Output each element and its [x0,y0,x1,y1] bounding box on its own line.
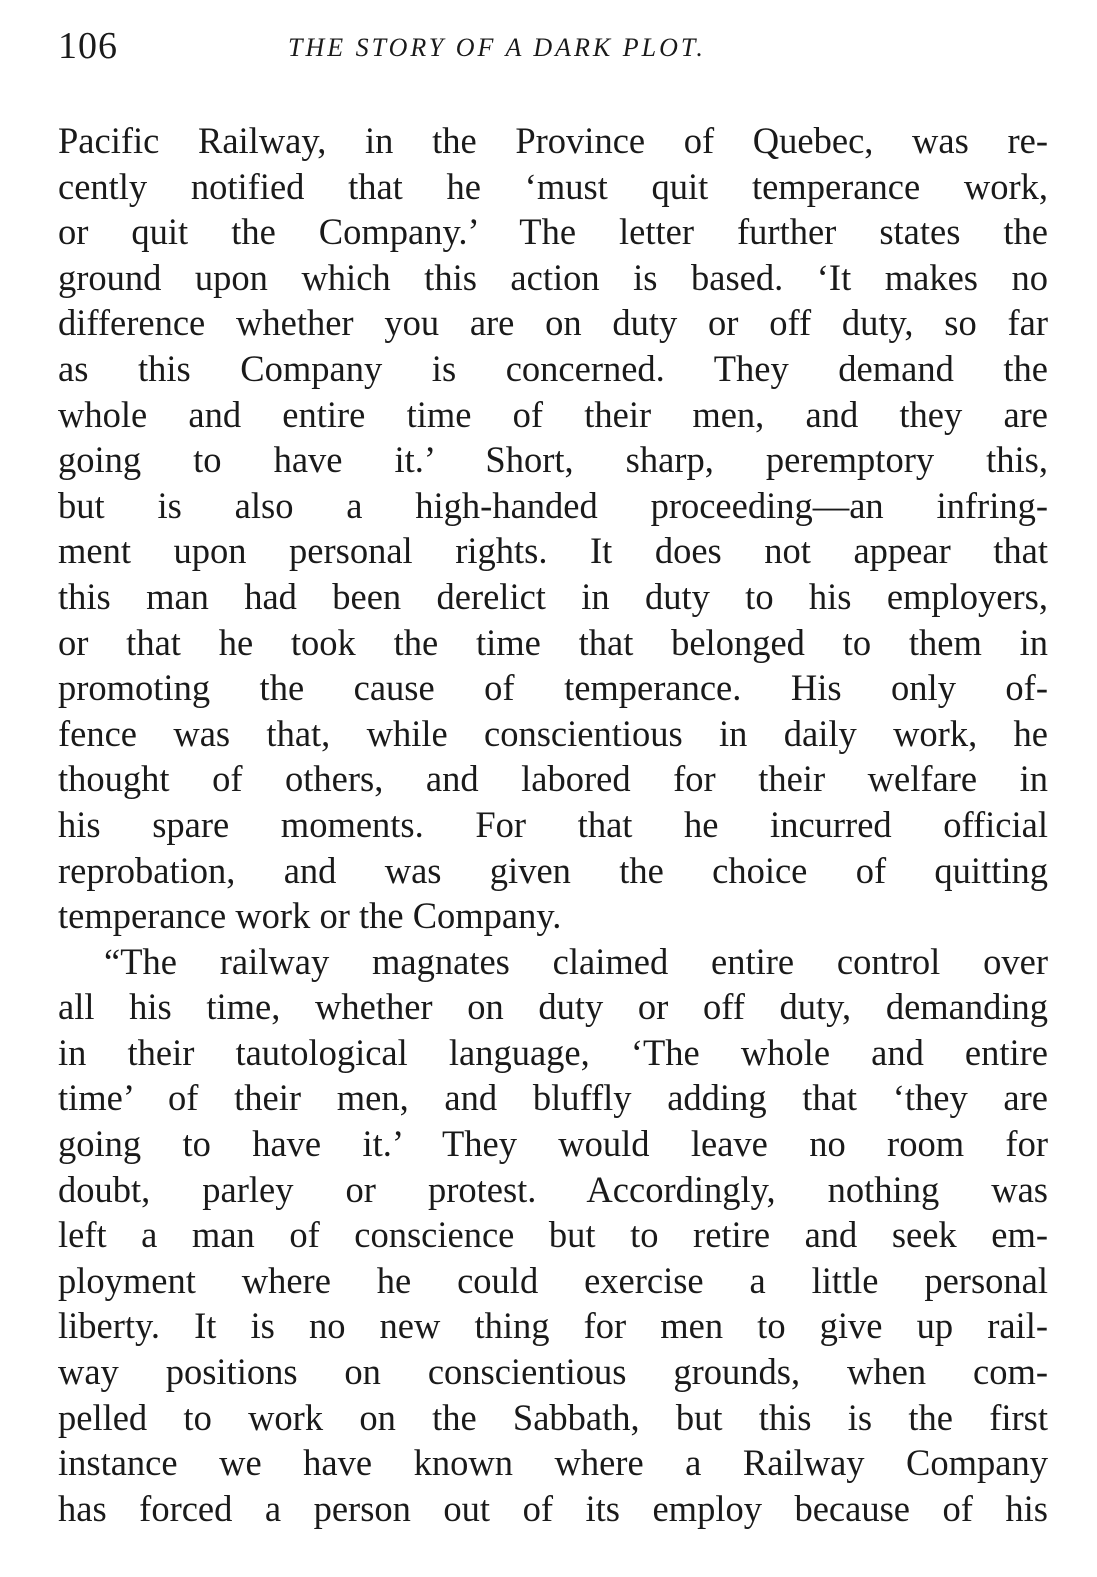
text-line: fence was that, while conscientious in daily work, he [58,712,1048,754]
paragraph-start-line: “The railway magnates claimed entire control over [104,940,1048,982]
text-line: going to have it.’ They would leave no room for [58,1123,1048,1165]
text-line: difference whether you are on duty or off duty, so far [58,302,1048,344]
text-line: pelled to work on the Sabbath, but this is the first [58,1396,1048,1438]
text-line: this man had been derelict in duty to his employers, [58,575,1048,617]
text-line: time’ of their men, and bluffly adding that ‘they are [58,1077,1048,1119]
text-line: all his time, whether on duty or off duty, demanding [58,986,1048,1028]
page-number: 106 [58,25,118,67]
paragraph-end-line: temperance work or the Company. [58,895,562,937]
text-line: as this Company is concerned. They demand the [58,347,1048,389]
text-line: cently notified that he ‘must quit temperance work, [58,165,1048,207]
body-text [58,118,1048,1531]
text-line: or that he took the time that belonged to them in [58,621,1048,663]
text-line: reprobation, and was given the choice of quitting [58,849,1048,891]
text-line: in their tautological language, ‘The whole and entire [58,1031,1048,1073]
text-line: doubt, parley or protest. Accordingly, nothing was [58,1168,1048,1210]
text-line: going to have it.’ Short, sharp, peremptory this, [58,439,1048,481]
text-line: ployment where he could exercise a little personal [58,1259,1048,1301]
text-line: but is also a high-handed proceeding—an infring- [58,484,1048,526]
text-line: promoting the cause of temperance. His only of- [58,667,1048,709]
text-line: liberty. It is no new thing for men to give up rail- [58,1305,1048,1347]
text-line: Pacific Railway, in the Province of Quebec, was re- [58,120,1048,161]
text-line: whole and entire time of their men, and they are [58,393,1048,435]
text-line: thought of others, and labored for their welfare in [58,758,1048,800]
text-line: ment upon personal rights. It does not appear that [58,530,1048,572]
page-header [58,24,1048,74]
text-line: way positions on conscientious grounds, when com- [58,1351,1048,1393]
text-line: or quit the Company.’ The letter further states the [58,211,1048,253]
text-line: has forced a person out of its employ because of his [58,1487,1048,1529]
text-line: left a man of conscience but to retire and seek em- [58,1214,1048,1256]
running-head: THE STORY OF A DARK PLOT. [288,33,706,62]
text-line: ground upon which this action is based. ‘It makes no [58,256,1048,298]
text-line: his spare moments. For that he incurred official [58,803,1048,845]
text-line: instance we have known where a Railway Company [58,1442,1048,1484]
